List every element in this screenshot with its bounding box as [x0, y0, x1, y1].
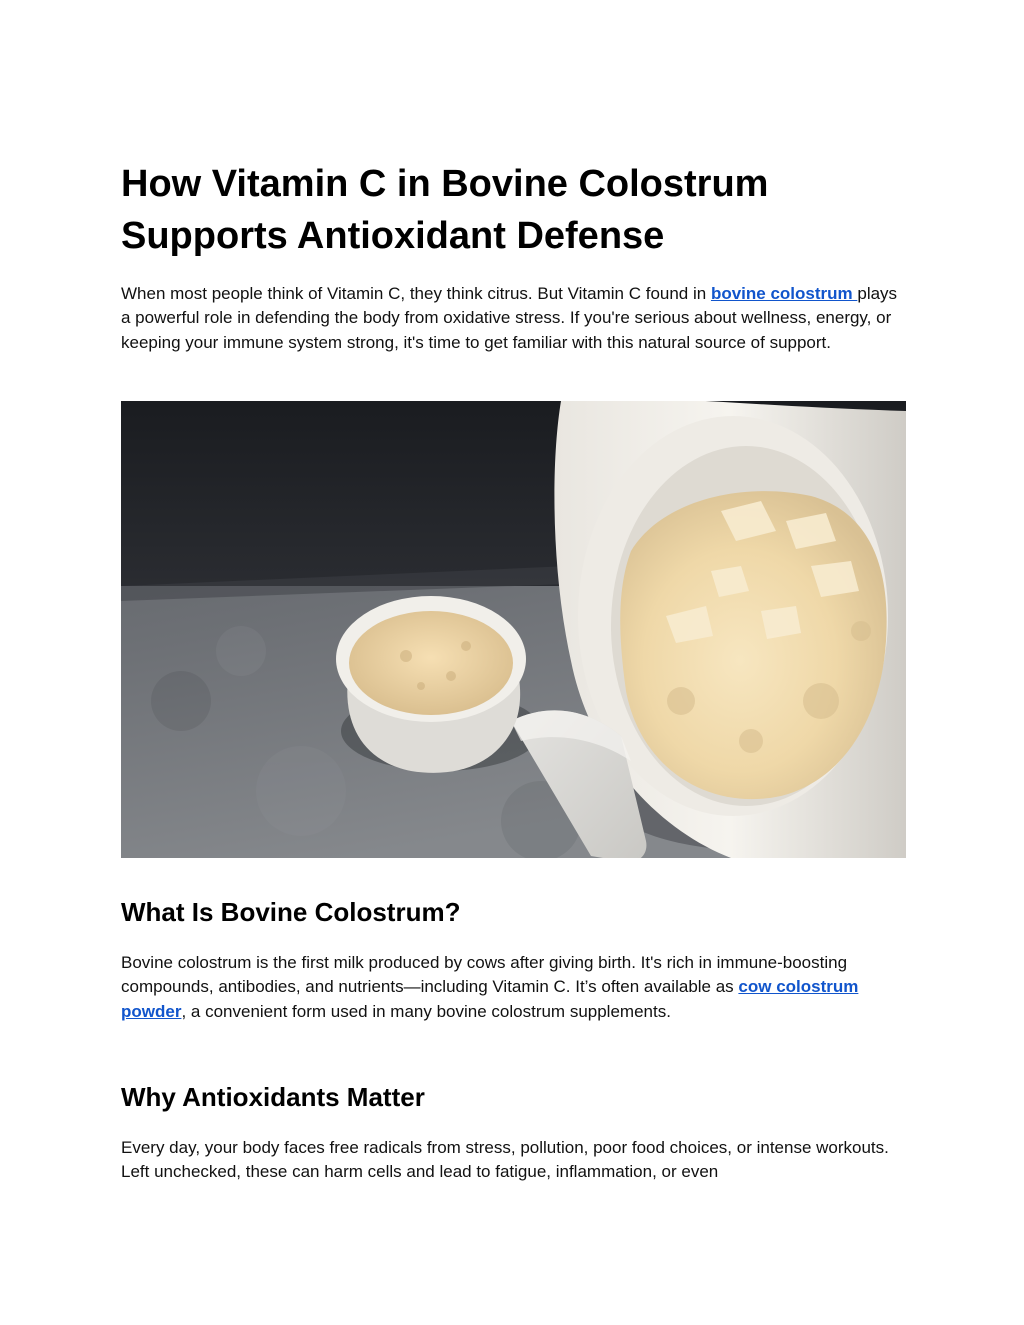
page-title: How Vitamin C in Bovine Colostrum Supports Antioxidant Defense	[121, 163, 769, 257]
cow-colostrum-powder-link[interactable]: cow colostrum powder	[121, 977, 859, 1021]
what-text-end: , a convenient form used in many bovine colostrum supplements.	[181, 1001, 671, 1021]
bovine-colostrum-link[interactable]: bovine colostrum	[710, 284, 858, 303]
colostrum-powder-photo	[121, 401, 906, 858]
what-text-start: Bovine colostrum is the first milk produced by cows after giving birth. It's rich in immune-boosting compounds, antibodies, and nutrients—including Vitamin C. It’s often available as	[121, 953, 848, 997]
what-paragraph	[121, 951, 906, 1024]
intro-text-end: plays a powerful role in defending the body from oxidative stress. If you're serious about wellness, energy, or keeping your immune system strong, it's time to get familiar with this natural source of support.	[121, 284, 898, 352]
section-heading-why: Why Antioxidants Matter	[121, 1082, 425, 1112]
section-heading-what: What Is Bovine Colostrum?	[121, 897, 461, 927]
intro-paragraph	[121, 282, 906, 355]
why-paragraph: Every day, your body faces free radicals from stress, pollution, poor food choices, or intense workouts. Left unchecked, these can harm cells and lead to fatigue, inflammation, or even	[121, 1138, 889, 1182]
intro-text-start: When most people think of Vitamin C, they think citrus. But Vitamin C found in	[121, 284, 711, 303]
